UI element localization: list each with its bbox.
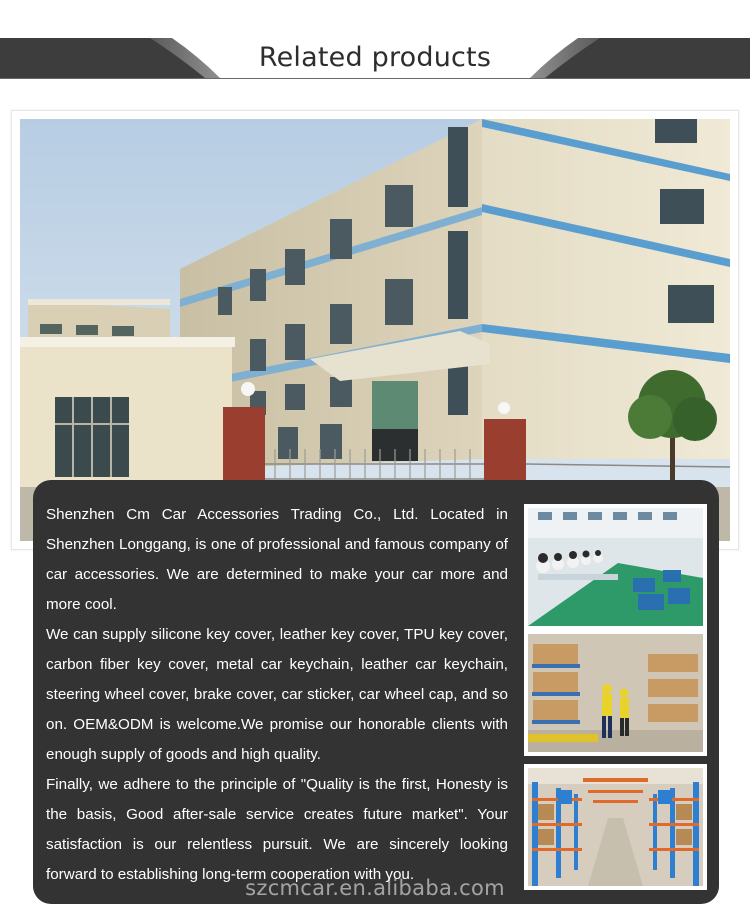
intro-paragraph: Shenzhen Cm Car Accessories Trading Co., Ltd. Located in Shenzhen Longgang, is one of professional and famous company of car accessories. We are determined to make your car more and more cool.	[46, 506, 508, 613]
store-watermark: szcmcar.en.alibaba.com	[245, 876, 505, 900]
company-description	[46, 500, 508, 890]
products-paragraph: We can supply silicone key cover, leather key cover, TPU key cover, carbon fiber key cover, metal car keychain, leather car keychain, steering wheel cover, brake cover, car sticker, car wheel cap, and so on. OEM&ODM is welcome.We promise our honorable clients with enough supply of goods and high quality.	[46, 626, 508, 763]
assembly-line-photo	[524, 504, 707, 630]
section-title: Related products	[258, 42, 492, 73]
principle-paragraph: Finally, we adhere to the principle of "Quality is the first, Honesty is the basis, Good after-sale service creates future market". Your satisfaction is our relentless pursuit. We are sincerely looking forward to establishing long-term cooperation with you.	[46, 776, 508, 883]
warehouse-racks-photo	[524, 764, 707, 890]
factory-building-photo	[20, 119, 730, 541]
related-products-banner	[0, 38, 750, 79]
warehouse-workers-photo	[524, 630, 707, 756]
company-info-panel	[33, 480, 719, 904]
